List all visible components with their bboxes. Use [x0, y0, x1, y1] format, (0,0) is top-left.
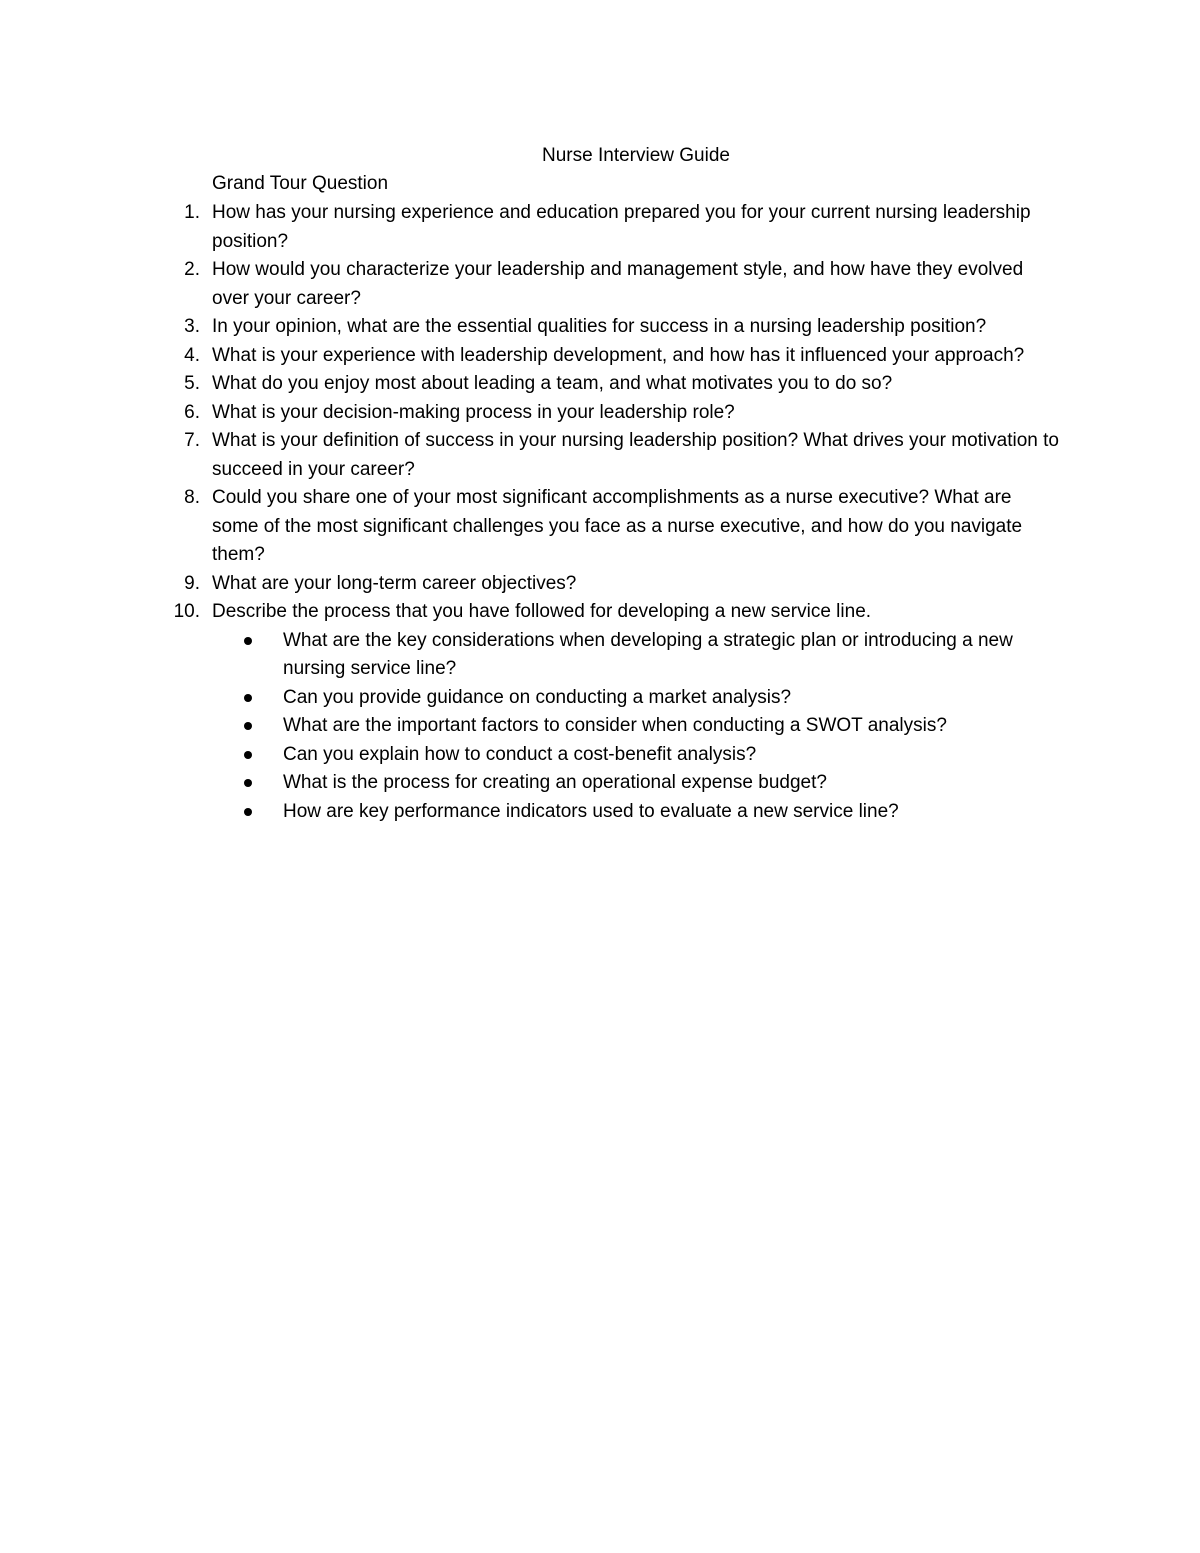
bullet-dot-icon — [244, 694, 252, 702]
bullet-text: What are the important factors to consider when conducting a SWOT analysis? — [283, 715, 947, 736]
list-item — [0, 370, 1200, 399]
question-number: 3. — [184, 316, 200, 337]
list-item — [0, 342, 1200, 371]
bullet-item — [212, 684, 1060, 713]
question-text: What are your long-term career objectives? — [212, 572, 577, 594]
question-text: Describe the process that you have followed for developing a new service line. — [212, 601, 872, 622]
question-text: What is your experience with leadership development, and how has it influenced your approach? — [212, 344, 1025, 366]
question-text: What is your definition of success in your nursing leadership position? What drives your motivation to succeed in your career? — [212, 430, 1059, 480]
question-text: In your opinion, what are the essential qualities for success in a nursing leadership position? — [212, 316, 987, 337]
question-number: 5. — [184, 373, 200, 394]
list-item — [0, 570, 1200, 599]
list-item — [0, 427, 1200, 484]
question-text: What do you enjoy most about leading a team, and what motivates you to do so? — [212, 373, 893, 394]
question-number: 7. — [184, 430, 200, 451]
question-number: 2. — [184, 259, 200, 280]
question-number: 9. — [184, 572, 200, 594]
bullet-text: What are the key considerations when developing a strategic plan or introducing a new nursing service line? — [283, 629, 1013, 679]
list-item — [0, 199, 1200, 256]
question-text: How has your nursing experience and education prepared you for your current nursing leadership position? — [212, 202, 1031, 252]
bullet-item — [212, 741, 1060, 770]
list-item — [0, 399, 1200, 428]
bullet-text: What is the process for creating an operational expense budget? — [283, 772, 827, 793]
bullet-item — [212, 769, 1060, 798]
question-text: What is your decision-making process in your leadership role? — [212, 401, 735, 423]
question-number: 1. — [184, 202, 200, 223]
bullet-dot-icon — [244, 779, 252, 787]
bullet-dot-icon — [244, 637, 252, 645]
list-item — [0, 256, 1200, 313]
bullet-dot-icon — [244, 808, 252, 816]
question-text: Could you share one of your most significant accomplishments as a nurse executive? What are some of the most significant challenges you face as a nurse executive, and how do you navigate them? — [212, 487, 1023, 565]
section-subtitle: Grand Tour Question — [212, 173, 389, 194]
question-list — [0, 199, 1200, 826]
sub-bullet-list — [212, 627, 1060, 827]
question-number: 4. — [184, 344, 200, 366]
bullet-text: Can you provide guidance on conducting a market analysis? — [283, 686, 792, 708]
bullet-item — [212, 798, 1060, 827]
question-text: How would you characterize your leadership and management style, and how have they evolved over your career? — [212, 259, 1024, 309]
bullet-text: Can you explain how to conduct a cost-benefit analysis? — [283, 743, 757, 765]
list-item — [0, 598, 1200, 826]
bullet-dot-icon — [244, 751, 252, 759]
list-item — [0, 484, 1200, 570]
question-number: 10. — [173, 601, 200, 622]
bullet-dot-icon — [244, 722, 252, 730]
question-number: 6. — [184, 401, 200, 423]
question-number: 8. — [184, 487, 200, 508]
page-title: Nurse Interview Guide — [542, 145, 730, 166]
bullet-item — [212, 627, 1060, 684]
bullet-item — [212, 712, 1060, 741]
list-item — [0, 313, 1200, 342]
bullet-text: How are key performance indicators used to evaluate a new service line? — [283, 800, 899, 822]
